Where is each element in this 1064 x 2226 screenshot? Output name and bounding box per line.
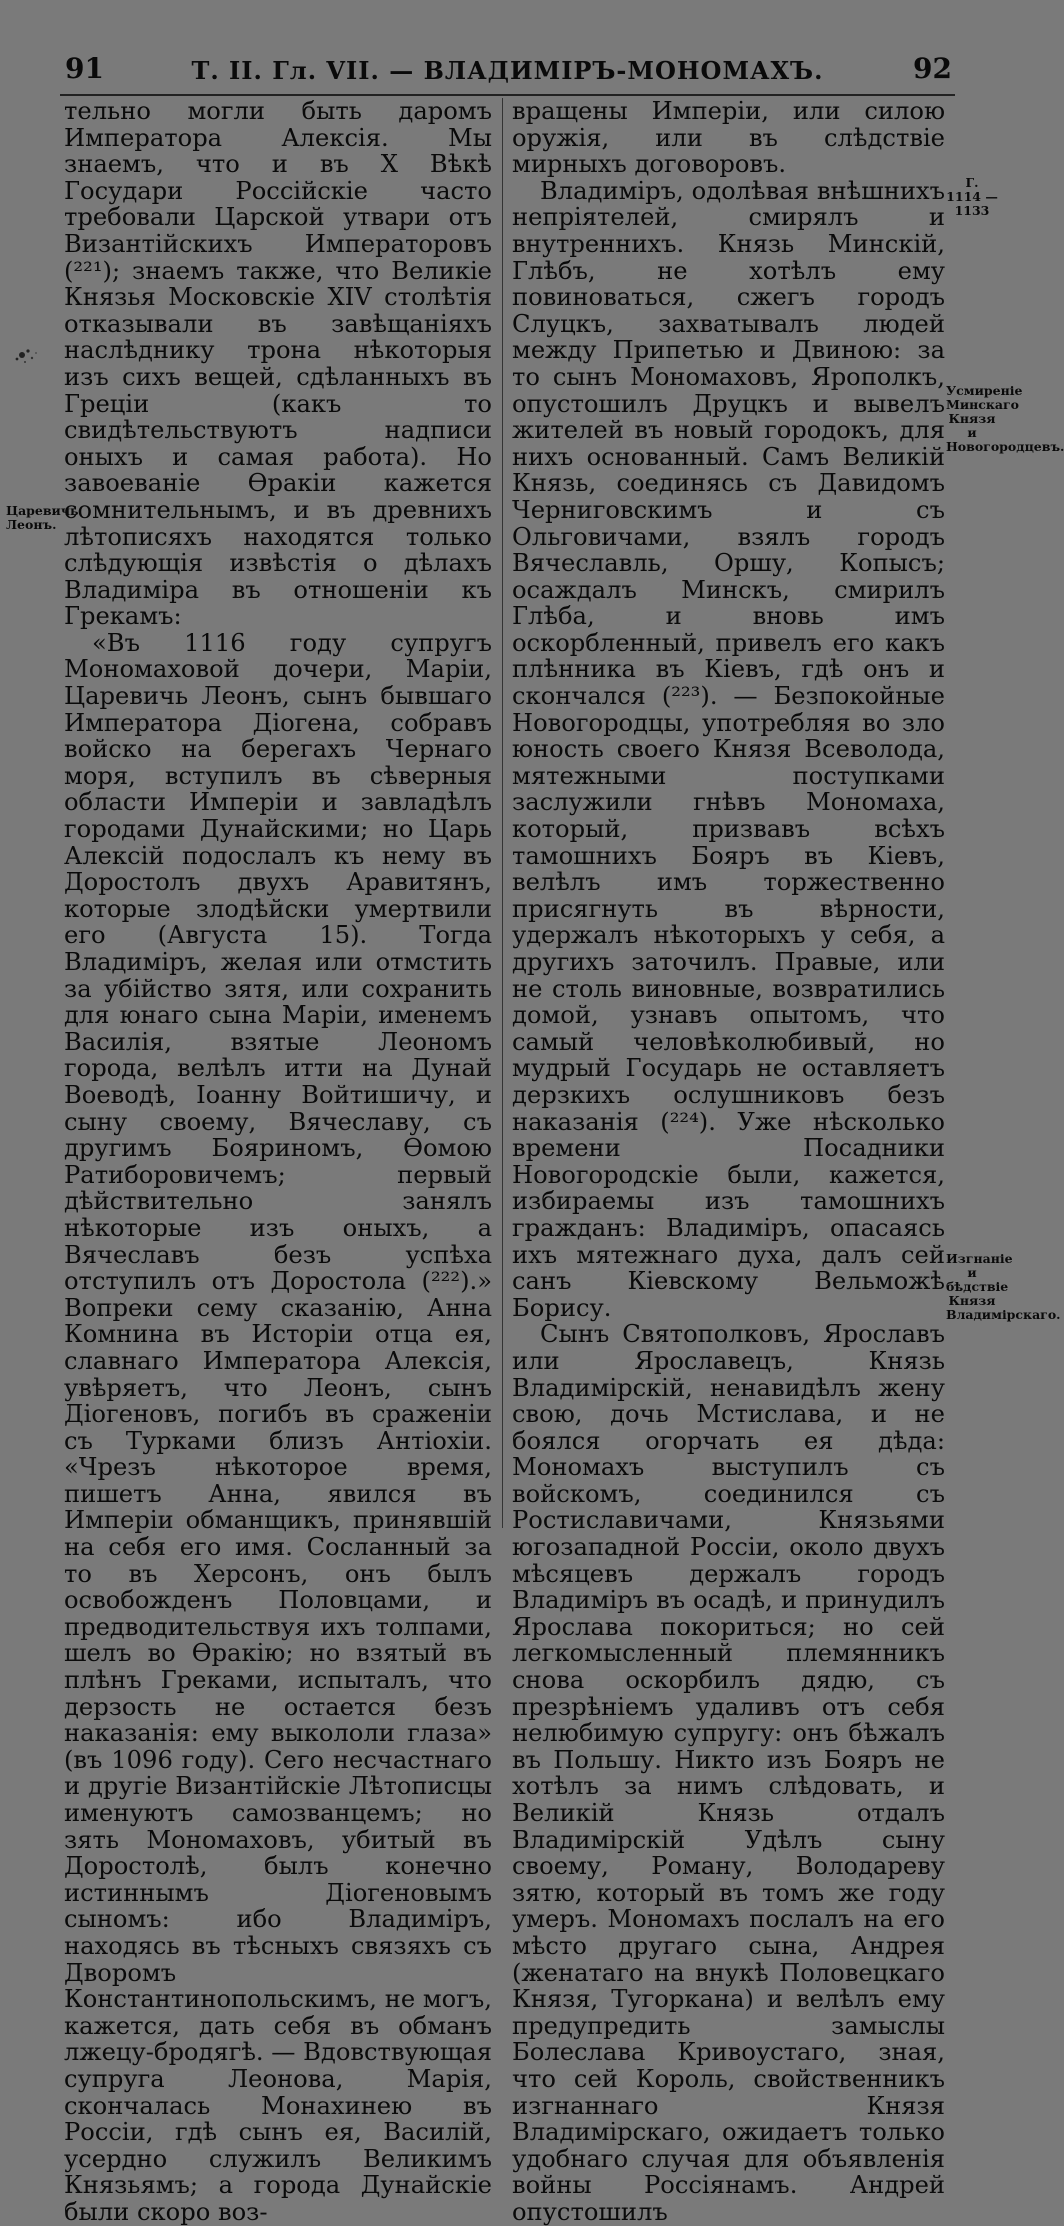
column-divider [502, 98, 503, 1528]
paragraph: вращены Имперіи, или силою оружія, или въ слѣдствіе мирныхъ договоровъ. [512, 97, 945, 179]
page-number-right: 92 [913, 52, 952, 85]
paragraph: «Въ 1116 году супругъ Мономаховой дочери, Маріи, Царевичь Леонъ, сынъ бывшаго Императора Діогена, собравъ войско на берегахъ Чернаго моря, вступилъ въ сѣверныя области Имперіи и завладѣлъ городами Дунайскими; но Царь Алексій подослалъ къ нему въ Доростолъ двухъ Аравитянъ, которые злодѣйски умертвили его (Августа 15). Тогда Владиміръ, желая или отмстить за убійство зятя, или сохранить для юнаго сына Маріи, именемъ Василія, взятые Леономъ города, велѣлъ итти на Дунай Воеводѣ, Іоанну Войтишичу, и сыну своему, Вячеславу, съ другимъ Бояриномъ, Ѳомою Ратиборовичемъ; первый дѣйствительно занялъ нѣкоторые изъ оныхъ, а Вячеславъ безъ успѣха отступилъ отъ Доростола (²²²).» Вопреки сему сказанію, Анна Комнина въ Исторіи отца ея, славнаго Императора Алексія, увѣряетъ, что Леонъ, сынъ Діогеновъ, погибъ въ сраженіи съ Турками близъ Антіохіи. «Чрезъ нѣкоторое время, пишетъ Анна, явился въ Имперіи обманщикъ, принявшій на себя его имя. Сосланный за то въ Херсонъ, онъ былъ освобожденъ Половцами, и предводительствуя ихъ толпами, шелъ во Ѳракію; но взятый въ плѣнъ Греками, испыталъ, что дерзость не остается безъ наказанія: ему выкололи глаза» (въ 1096 году). Сего несчастнаго и другіе Византійскіе Лѣтописцы именуютъ самозванцемъ; но зять Мономаховъ, убитый въ Доростолѣ, былъ конечно истиннымъ Діогеновымъ сыномъ: ибо Владиміръ, находясь въ тѣсныхъ связяхъ съ Дворомъ Константинопольскимъ, не могъ, кажется, дать себя въ обманъ лжецу-бродягѣ. — Вдовствующая супруга Леонова, Марія, скончалась Монахинею въ Россіи, гдѣ сынъ ея, Василій, усердно служилъ Великимъ Князьямъ; а города Дунайскіе были скоро воз- [64, 628, 493, 2226]
running-header [55, 50, 960, 90]
ink-speck-decoration [8, 340, 50, 370]
left-column-text [64, 98, 492, 2226]
page-number-left: 91 [65, 52, 104, 85]
margin-note-exile: Изгнаніе и бѣдствіе Князя Владимірскаго. [946, 1251, 1061, 1322]
margin-note-tsarevich: Царевичь Леонъ. [6, 503, 79, 532]
margin-note-year: Г. 1114 —1133 [946, 175, 998, 218]
running-title: Т. II. Гл. VII. — ВЛАДИМІРЪ-МОНОМАХЪ. [191, 56, 824, 85]
right-column-text [512, 98, 945, 2226]
paragraph: тельно могли быть даромъ Императора Алексія. Мы знаемъ, что и въ X Вѣкѣ Государи Россійскіе часто требовали Царской утвари отъ Византійскихъ Императоровъ (²²¹); знаемъ также, что Великіе Князья Московскіе XIV столѣтія отказывали въ завѣщаніяхъ наслѣднику трона нѣкоторыя изъ сихъ вещей, сдѣланныхъ въ Греціи (какъ то свидѣтельствуютъ надписи оныхъ и самая работа). Но завоеваніе Ѳракіи кажется сомнительнымъ, и въ древнихъ лѣтописяхъ находятся только слѣдующія извѣстія о дѣлахъ Владиміра въ отношеніи къ Грекамъ: [64, 97, 492, 631]
header-rule [60, 94, 955, 96]
paragraph: Сынъ Святополковъ, Ярославъ или Ярославецъ, Князь Владимірскій, ненавидѣлъ жену свою, дочь Мстислава, и не боялся огорчать ея дѣда: Мономахъ выступилъ съ войскомъ, соединился съ Ростиславичами, Князьями югозападной Россіи, около двухъ мѣсяцевъ держалъ городъ Владиміръ въ осадѣ, и принудилъ Ярослава покориться; но сей легкомысленный племянникъ снова оскорбилъ дядю, съ презрѣніемъ удаливъ отъ себя нелюбимую супругу: онъ бѣжалъ въ Польшу. Никто изъ Бояръ не хотѣлъ за нимъ слѣдовать, и Великій Князь отдалъ Владимірскій Удѣлъ сыну своему, Роману, Володареву зятю, который въ томъ же году умеръ. Мономахъ послалъ на его мѣсто другаго сына, Андрея (женатаго на внукѣ Половецкаго Князя, Тугоркана) и велѣлъ ему предупредить замыслы Болеслава Кривоустаго, зная, что сей Король, свойственникъ изгнаннаго Князя Владимірскаго, ожидаетъ только удобнаго случая для объявленія войны Россіянамъ. Андрей опустошилъ [512, 1320, 945, 2226]
margin-note-minsk: Усмиреніе Минскаго Князя и Новогородцевъ. [946, 383, 1064, 454]
paragraph: Владиміръ, одолѣвая внѣшнихъ непріятелей, смирялъ и внутреннихъ. Князь Минскій, Глѣбъ, не хотѣлъ ему повиноваться, сжегъ городъ Слуцкъ, захватывалъ людей между Припетью и Двиною: за то сынъ Мономаховъ, Ярополкъ, опустошилъ Друцкъ и вывелъ жителей въ новый городокъ, для нихъ основанный. Самъ Великій Князь, соединясь съ Давидомъ Черниговскимъ и съ Ольговичами, взялъ городъ Вячеславль, Оршу, Копысъ; осаждалъ Минскъ, смирилъ Глѣба, и вновь имъ оскорбленный, привелъ его какъ плѣнника въ Кіевъ, гдѣ онъ и скончался (²²³). — Безпокойные Новогородцы, употребляя во зло юность своего Князя Всеволода, мятежными поступками заслужили гнѣвъ Мономаха, который, призвавъ всѣхъ тамошнихъ Бояръ въ Кіевъ, велѣлъ имъ торжественно присягнуть въ вѣрности, удержалъ нѣкоторыхъ у себя, а другихъ заточилъ. Правые, или не столь виновные, возвратились домой, узнавъ опытомъ, что самый человѣколюбивый, но мудрый Государь не оставляетъ дерзкихъ ослушниковъ безъ наказанія (²²⁴). Уже нѣсколько времени Посадники Новогородскіе были, кажется, избираемы изъ тамошнихъ гражданъ: Владиміръ, опасаясь ихъ мятежнаго духа, далъ сей санъ Кіевскому Вельможѣ Борису. [512, 176, 945, 1322]
